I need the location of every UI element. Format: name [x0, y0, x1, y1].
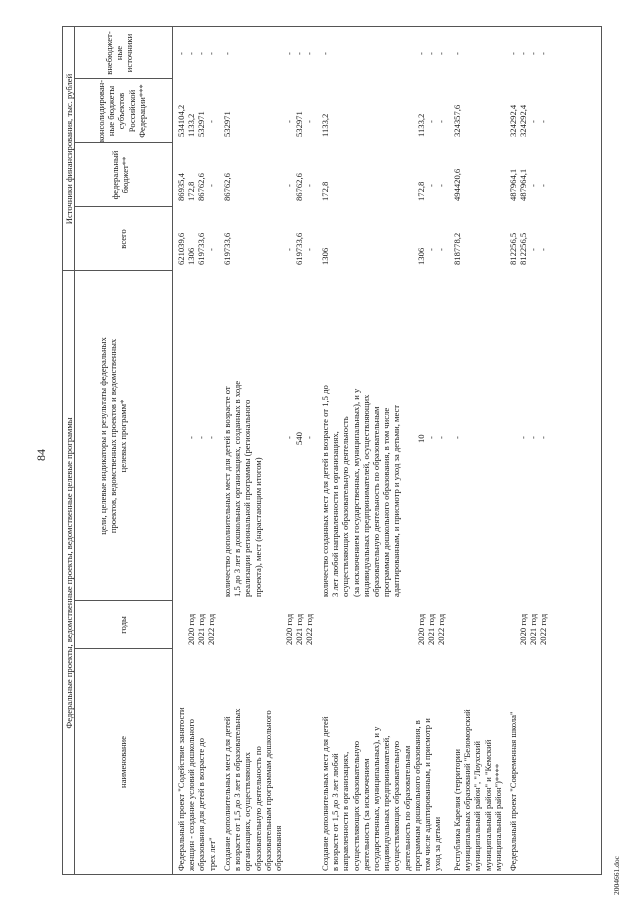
header-consolidated-line: ные бюджеты [106, 85, 117, 137]
header-goals-line: проектов, ведомственных проектов и ведомственных [108, 338, 119, 534]
row-name-line: образовательным программам дошкольного [262, 710, 273, 871]
cell-offbudget: - [320, 52, 330, 55]
header-offbudget [104, 27, 135, 79]
cell-year: 2021 год [294, 613, 304, 645]
goal-line: реализации региональной программы (регионального [242, 399, 253, 597]
cell-federal: 487964,1 [518, 168, 528, 201]
cell-offbudget: - [538, 52, 548, 55]
goal-line: 1,5 до 3 лет в дошкольных организациях, созданных в ходе [232, 380, 243, 597]
cell-year: 2022 год [304, 613, 314, 645]
cell-offbudget: - [222, 52, 232, 55]
cell-consolidated: 324292,4 [508, 104, 518, 137]
header-total: всего [118, 229, 128, 249]
cell-federal: 86762,6 [222, 173, 232, 201]
row-name-line: осуществляющих образовательную [391, 740, 402, 871]
cell-total: 619733,6 [294, 232, 304, 265]
cell-total: 818778,2 [452, 232, 462, 265]
cell-offbudget: - [508, 52, 518, 55]
header-consolidated-line: Российской [126, 89, 137, 133]
cell-goal: - [426, 436, 436, 439]
cell-consolidated: - [284, 120, 294, 123]
row-name-line: Республика Карелия (территории [452, 749, 462, 871]
header-consolidated-line: Федерации*** [136, 84, 147, 138]
row-name-line: образования для детей в возрасте до [196, 738, 207, 871]
page-number: 84 [34, 449, 48, 461]
row-name [508, 712, 518, 872]
cell-total: 619733,6 [196, 232, 206, 265]
row-name-line: муниципальных образований "Беломорский [462, 709, 473, 871]
row-name-line: муниципальный район")**** [492, 763, 503, 871]
cell-offbudget: - [196, 52, 206, 55]
cell-consolidated: 1133,2 [186, 113, 196, 137]
header-bottom-border [172, 27, 173, 875]
cell-offbudget: - [518, 52, 528, 55]
cell-consolidated: - [528, 120, 538, 123]
cell-federal: - [538, 184, 548, 187]
cell-consolidated: 1133,2 [416, 113, 426, 137]
row-name [222, 709, 283, 871]
cell-federal: 86935,4 [176, 173, 186, 201]
cell-total: - [304, 248, 314, 251]
cell-federal: - [284, 184, 294, 187]
cell-total: - [528, 248, 538, 251]
header-group-projects: Федеральные проекты, ведомственные проекты, ведомственные целевые программы [64, 417, 74, 729]
cell-year: 2020 год [284, 613, 294, 645]
row-name-line: трех лет" [206, 837, 217, 871]
cell-federal: - [528, 184, 538, 187]
row-name-line: направленности в организациях, [340, 751, 351, 871]
cell-total: - [206, 248, 216, 251]
cell-year: 2022 год [206, 613, 216, 645]
cell-total: 1306 [416, 247, 426, 265]
goal-line: количество дополнительных мест для детей в возрасте от [222, 386, 232, 597]
header-years: годы [118, 616, 128, 634]
cell-year: 2021 год [196, 613, 206, 645]
cell-total: 619733,6 [222, 232, 232, 265]
cell-offbudget: - [186, 52, 196, 55]
cell-consolidated: 324292,4 [518, 104, 528, 137]
row-name-line: образования [273, 825, 284, 871]
cell-federal: 86762,6 [294, 173, 304, 201]
cell-offbudget: - [284, 52, 294, 55]
header-consolidated-line: субъектов [116, 92, 127, 130]
row-name-line: Создание дополнительных мест для детей [320, 716, 330, 871]
table-top-border [62, 27, 63, 875]
row-name-line: государственных, муниципальных), и у [371, 726, 382, 871]
header-goals-line: целевых программ* [118, 399, 129, 473]
header-group-financing: Источники финансирования, тыс. рублей [64, 73, 74, 225]
row-name-line: деятельность по образовательным [401, 745, 412, 871]
cell-year: 2022 год [436, 613, 446, 645]
cell-consolidated: 532971 [294, 111, 304, 137]
cell-total: 812256,5 [508, 232, 518, 265]
cell-federal: 172,8 [320, 181, 330, 201]
cell-offbudget: - [426, 52, 436, 55]
header-federal-line: федеральный [110, 150, 120, 200]
cell-goal: - [452, 436, 462, 439]
row-name [176, 707, 217, 871]
table-bottom-border [601, 27, 602, 875]
goal-line: проекта), мест (нарастающим итогом) [252, 457, 263, 597]
row-name-line: организациях, осуществляющих [242, 752, 253, 871]
footer-filename: 2004661.doc [612, 856, 621, 895]
cell-federal: 494420,6 [452, 168, 462, 201]
goal-line: 3 лет любой направленности в организациях, [330, 431, 341, 597]
header-name: наименование [118, 736, 128, 788]
cell-goal: 540 [294, 432, 304, 445]
cell-total: - [436, 248, 446, 251]
goal-line: программам дошкольного образования, в том числе [381, 407, 392, 597]
row-name-line: женщин - создание условий дошкольного [186, 719, 197, 871]
row-name-line: программам дошкольного образования, в [411, 720, 422, 871]
cell-federal: - [436, 184, 446, 187]
cell-goal: - [186, 436, 196, 439]
cell-goal: - [206, 436, 216, 439]
header-goals [98, 271, 129, 601]
cell-goal [320, 385, 402, 597]
cell-federal: 172,8 [416, 181, 426, 201]
cell-offbudget: - [528, 52, 538, 55]
cell-federal: 86762,6 [196, 173, 206, 201]
cell-consolidated: 1133,2 [320, 113, 330, 137]
cell-goal [222, 381, 263, 597]
cell-goal: 10 [416, 434, 426, 443]
row-name-line: деятельность (за исключением [360, 758, 371, 871]
cell-total: - [538, 248, 548, 251]
cell-goal: - [196, 436, 206, 439]
cell-offbudget: - [176, 52, 186, 55]
row-name [452, 709, 503, 871]
cell-consolidated: - [426, 120, 436, 123]
goal-line: (за исключением государственных, муниципальных), и у [350, 388, 361, 597]
table-left-border [62, 874, 602, 875]
cell-year: 2021 год [528, 613, 538, 645]
header-federal-line: бюджет** [120, 156, 131, 194]
cell-year: 2020 год [186, 613, 196, 645]
row-name [320, 717, 442, 871]
cell-federal: 172,8 [186, 181, 196, 201]
cell-federal: - [206, 184, 216, 187]
row-name-line: в возрасте от 1,5 до 3 лет в образовательных [232, 708, 243, 871]
cell-offbudget: - [294, 52, 304, 55]
cell-consolidated: - [304, 120, 314, 123]
header-consolidated [96, 79, 147, 143]
cell-consolidated: - [538, 120, 548, 123]
cell-offbudget: - [206, 52, 216, 55]
row-name-line: Создание дополнительных мест для детей [222, 716, 232, 871]
cell-total: - [284, 248, 294, 251]
cell-total: - [426, 248, 436, 251]
cell-offbudget: - [436, 52, 446, 55]
cell-consolidated: 532971 [222, 111, 232, 137]
cell-total: 812256,5 [518, 232, 528, 265]
cell-goal: - [304, 436, 314, 439]
row-name-line: муниципальный район", "Лоухский [472, 741, 483, 871]
cell-consolidated: 534104,2 [176, 104, 186, 137]
header-offbudget-line: внебюджет- [104, 31, 114, 75]
cell-goal: - [528, 436, 538, 439]
goal-line: количество созданных мест для детей в возрасте от 1,5 до [320, 385, 330, 597]
row-name-line: том числе адаптированным, и присмотр и [422, 718, 433, 871]
header-federal [110, 143, 130, 207]
cell-federal: - [304, 184, 314, 187]
cell-goal: - [518, 436, 528, 439]
cell-offbudget: - [416, 52, 426, 55]
header-goals-line: цели, целевые индикаторы и результаты федеральных [98, 337, 108, 535]
header-offbudget-line: ные [114, 45, 125, 61]
row-name-line: муниципальный район" и "Кемский [482, 739, 493, 871]
cell-year: 2020 год [416, 613, 426, 645]
cell-consolidated: - [206, 120, 216, 123]
row-name-line: осуществляющих образовательную [350, 740, 361, 871]
cell-federal: - [426, 184, 436, 187]
goal-line: осуществляющих образовательную деятельность [340, 416, 351, 597]
cell-total: 621039,6 [176, 232, 186, 265]
cell-consolidated: - [436, 120, 446, 123]
cell-offbudget: - [304, 52, 314, 55]
header-offbudget-line: источники [124, 33, 135, 73]
cell-total: 1306 [320, 247, 330, 265]
cell-offbudget: - [452, 52, 462, 55]
cell-total: 1306 [186, 247, 196, 265]
row-name-line: в возрасте от 1,5 до 3 лет любой [330, 753, 341, 871]
cell-consolidated: 532971 [196, 111, 206, 137]
goal-line: индивидуальных предпринимателей, осуществляющих [360, 394, 371, 597]
cell-year: 2021 год [426, 613, 436, 645]
cell-goal: - [284, 436, 294, 439]
goal-line: адаптированным, и присмотр и уход за детьми, мест [391, 404, 402, 597]
row-name-line: индивидуальных предпринимателей, [381, 735, 392, 871]
goal-line: образовательную деятельность по образовательным [371, 406, 382, 597]
cell-goal: - [436, 436, 446, 439]
cell-year: 2020 год [518, 613, 528, 645]
row-name-line: Федеральный проект "Содействие занятости [176, 707, 186, 871]
cell-goal: - [538, 436, 548, 439]
row-name-line: Федеральный проект "Современная школа" [508, 711, 518, 871]
table-right-border [62, 26, 602, 27]
cell-year: 2022 год [538, 613, 548, 645]
cell-federal: 487964,1 [508, 168, 518, 201]
row-name-line: уход за детьми [432, 816, 443, 871]
cell-consolidated: 324357,6 [452, 104, 462, 137]
row-name-line: образовательную деятельность по [252, 746, 263, 871]
header-consolidated-line: консолидирован- [96, 79, 106, 143]
